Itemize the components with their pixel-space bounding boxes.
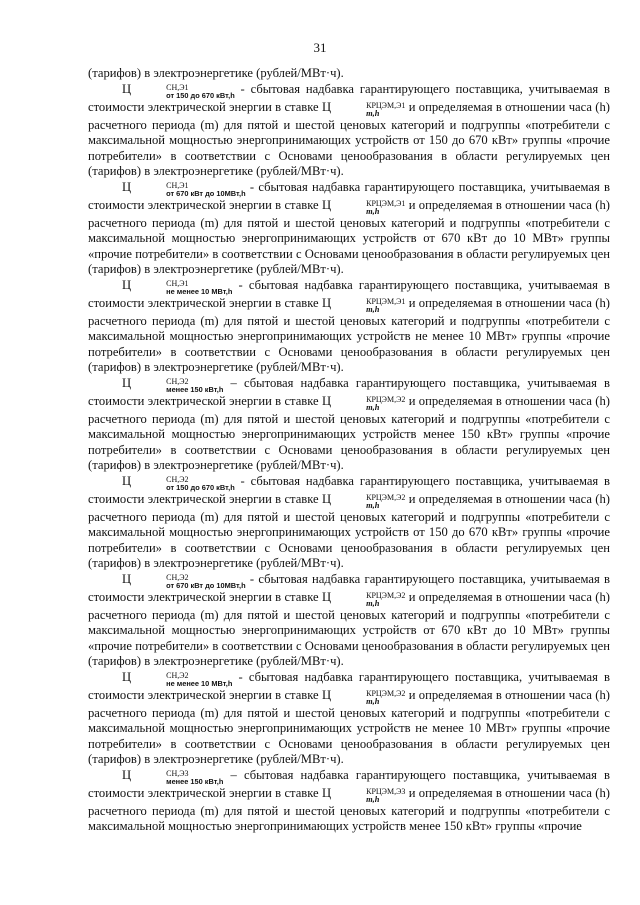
symbol-superscript: СН,Э3 (166, 768, 189, 778)
rate-base: Ц (322, 197, 332, 212)
symbol-superscript: СН,Э1 (166, 180, 189, 190)
definition-text: – сбытовая надбавка гарантирующего поставщика, учитываемая в стоимости электрической энергии в ставке (88, 767, 610, 800)
paragraph-intro: (тарифов) в электроэнергетике (рублей/МВт·ч). (88, 66, 344, 80)
rate-symbol (322, 393, 406, 412)
symbol-base: Ц (122, 767, 132, 782)
paragraph-e2-670-10mw (88, 572, 610, 670)
document-body (88, 66, 610, 835)
symbol-base: Ц (122, 473, 132, 488)
definition-text-cont: и определяемая в отношении часа (h) расчетного периода (m) для пятой и шестой ценовых категорий и подгруппы «потребители с максимальной мощностью энергопринимающих устройств от 150 до 670 кВт» группы «прочие потребители» в соответствии с Основами ценообразования в области регулируемых цен (тарифов) в электроэнергетике (рублей/МВт·ч). (88, 491, 610, 570)
rate-superscript: КРЦЭМ,Э2 (366, 590, 406, 600)
surcharge-symbol (122, 669, 233, 688)
symbol-subscript: менее 150 кВт,h (166, 776, 224, 786)
rate-symbol (322, 491, 406, 510)
definition-text: - сбытовая надбавка гарантирующего поставщика, учитываемая в стоимости электрической энергии в ставке (88, 81, 610, 114)
rate-symbol (322, 687, 406, 706)
rate-superscript: КРЦЭМ,Э1 (366, 100, 406, 110)
rate-symbol (322, 197, 406, 216)
definition-text-cont: и определяемая в отношении часа (h) расчетного периода (m) для пятой и шестой ценовых категорий и подгруппы «потребители с максимальной мощностью энергопринимающих устройств не менее 10 МВт» группы «прочие потребители» в соответствии с Основами ценообразования в области регулируемых цен (тарифов) в электроэнергетике (рублей/МВт·ч). (88, 687, 610, 766)
rate-symbol (322, 785, 406, 804)
symbol-subscript: от 150 до 670 кВт,h (166, 482, 235, 492)
rate-superscript: КРЦЭМ,Э2 (366, 492, 406, 502)
surcharge-symbol (122, 179, 246, 198)
definition-text-cont: и определяемая в отношении часа (h) расчетного периода (m) для пятой и шестой ценовых категорий и подгруппы «потребители с максимальной мощностью энергопринимающих устройств менее 150 кВт» группы «прочие потребители» в соответствии с Основами ценообразования в области регулируемых цен (тарифов) в электроэнергетике (рублей/МВт·ч). (88, 393, 610, 472)
rate-superscript: КРЦЭМ,Э2 (366, 688, 406, 698)
paragraph-e2-150-670 (88, 474, 610, 572)
rate-subscript: m,h (366, 794, 380, 804)
symbol-base: Ц (122, 81, 132, 96)
rate-symbol (322, 99, 406, 118)
symbol-subscript: от 670 кВт до 10МВт,h (166, 188, 246, 198)
symbol-superscript: СН,Э2 (166, 474, 189, 484)
surcharge-symbol (122, 81, 235, 100)
rate-base: Ц (322, 295, 332, 310)
definition-text-cont: и определяемая в отношении часа (h) расчетного периода (m) для пятой и шестой ценовых категорий и подгруппы «потребители с максимальной мощностью энергопринимающих устройств менее 150 кВт» группы «прочие (88, 785, 610, 833)
rate-superscript: КРЦЭМ,Э1 (366, 198, 406, 208)
paragraph-e2-10mw (88, 670, 610, 768)
definition-text: - сбытовая надбавка гарантирующего поставщика, учитываемая в стоимости электрической энергии в ставке (88, 473, 610, 506)
rate-subscript: m,h (366, 500, 380, 510)
definition-text: - сбытовая надбавка гарантирующего поставщика, учитываемая в стоимости электрической энергии в ставке (88, 571, 610, 604)
rate-base: Ц (322, 393, 332, 408)
symbol-superscript: СН,Э2 (166, 572, 189, 582)
definition-text-cont: и определяемая в отношении часа (h) расчетного периода (m) для пятой и шестой ценовых категорий и подгруппы «потребители с максимальной мощностью энергопринимающих устройств от 670 кВт до 10 МВт» группы «прочие потребители» в соответствии с Основами ценообразования в области регулируемых цен (тарифов) в электроэнергетике (рублей/МВт·ч). (88, 589, 610, 668)
symbol-base: Ц (122, 179, 132, 194)
rate-subscript: m,h (366, 108, 380, 118)
rate-base: Ц (322, 491, 332, 506)
symbol-subscript: менее 150 кВт,h (166, 384, 224, 394)
symbol-superscript: СН,Э2 (166, 670, 189, 680)
rate-base: Ц (322, 785, 332, 800)
definition-text: - сбытовая надбавка гарантирующего поставщика, учитываемая в стоимости электрической энергии в ставке (88, 277, 610, 310)
symbol-superscript: СН,Э1 (166, 82, 189, 92)
symbol-superscript: СН,Э2 (166, 376, 189, 386)
surcharge-symbol (122, 375, 224, 394)
definition-text: – сбытовая надбавка гарантирующего поставщика, учитываемая в стоимости электрической энергии в ставке (88, 375, 610, 408)
symbol-base: Ц (122, 375, 132, 390)
paragraph-e2-150 (88, 376, 610, 474)
rate-symbol (322, 295, 406, 314)
surcharge-symbol (122, 277, 233, 296)
paragraph-e1-150-670 (88, 82, 610, 180)
rate-subscript: m,h (366, 304, 380, 314)
surcharge-symbol (122, 473, 235, 492)
rate-base: Ц (322, 687, 332, 702)
surcharge-symbol (122, 767, 224, 786)
symbol-base: Ц (122, 571, 132, 586)
symbol-base: Ц (122, 669, 132, 684)
rate-subscript: m,h (366, 206, 380, 216)
paragraph-e3-150 (88, 768, 610, 835)
definition-text-cont: и определяемая в отношении часа (h) расчетного периода (m) для пятой и шестой ценовых категорий и подгруппы «потребители с максимальной мощностью энергопринимающих устройств от 670 кВт до 10 МВт» группы «прочие потребители» в соответствии с Основами ценообразования в области регулируемых цен (тарифов) в электроэнергетике (рублей/МВт·ч). (88, 197, 610, 276)
page-number: 31 (313, 40, 327, 55)
rate-base: Ц (322, 99, 332, 114)
definition-text: - сбытовая надбавка гарантирующего поставщика, учитываемая в стоимости электрической энергии в ставке (88, 669, 610, 702)
symbol-subscript: не менее 10 МВт,h (166, 286, 233, 296)
symbol-base: Ц (122, 277, 132, 292)
rate-subscript: m,h (366, 696, 380, 706)
rate-superscript: КРЦЭМ,Э2 (366, 394, 406, 404)
rate-subscript: m,h (366, 402, 380, 412)
paragraph-e1-10mw (88, 278, 610, 376)
surcharge-symbol (122, 571, 246, 590)
symbol-subscript: от 150 до 670 кВт,h (166, 90, 235, 100)
symbol-subscript: от 670 кВт до 10МВт,h (166, 580, 246, 590)
paragraph-e1-670-10mw (88, 180, 610, 278)
rate-symbol (322, 589, 406, 608)
symbol-subscript: не менее 10 МВт,h (166, 678, 233, 688)
rate-base: Ц (322, 589, 332, 604)
definition-text: - сбытовая надбавка гарантирующего поставщика, учитываемая в стоимости электрической энергии в ставке (88, 179, 610, 212)
rate-subscript: m,h (366, 598, 380, 608)
definition-text-cont: и определяемая в отношении часа (h) расчетного периода (m) для пятой и шестой ценовых категорий и подгруппы «потребители с максимальной мощностью энергопринимающих устройств от 150 до 670 кВт» группы «прочие потребители» в соответствии с Основами ценообразования в области регулируемых цен (тарифов) в электроэнергетике (рублей/МВт·ч). (88, 99, 610, 178)
definition-text-cont: и определяемая в отношении часа (h) расчетного периода (m) для пятой и шестой ценовых категорий и подгруппы «потребители с максимальной мощностью энергопринимающих устройств не менее 10 МВт» группы «прочие потребители» в соответствии с Основами ценообразования в области регулируемых цен (тарифов) в электроэнергетике (рублей/МВт·ч). (88, 295, 610, 374)
rate-superscript: КРЦЭМ,Э1 (366, 296, 406, 306)
rate-superscript: КРЦЭМ,Э3 (366, 786, 406, 796)
symbol-superscript: СН,Э1 (166, 278, 189, 288)
